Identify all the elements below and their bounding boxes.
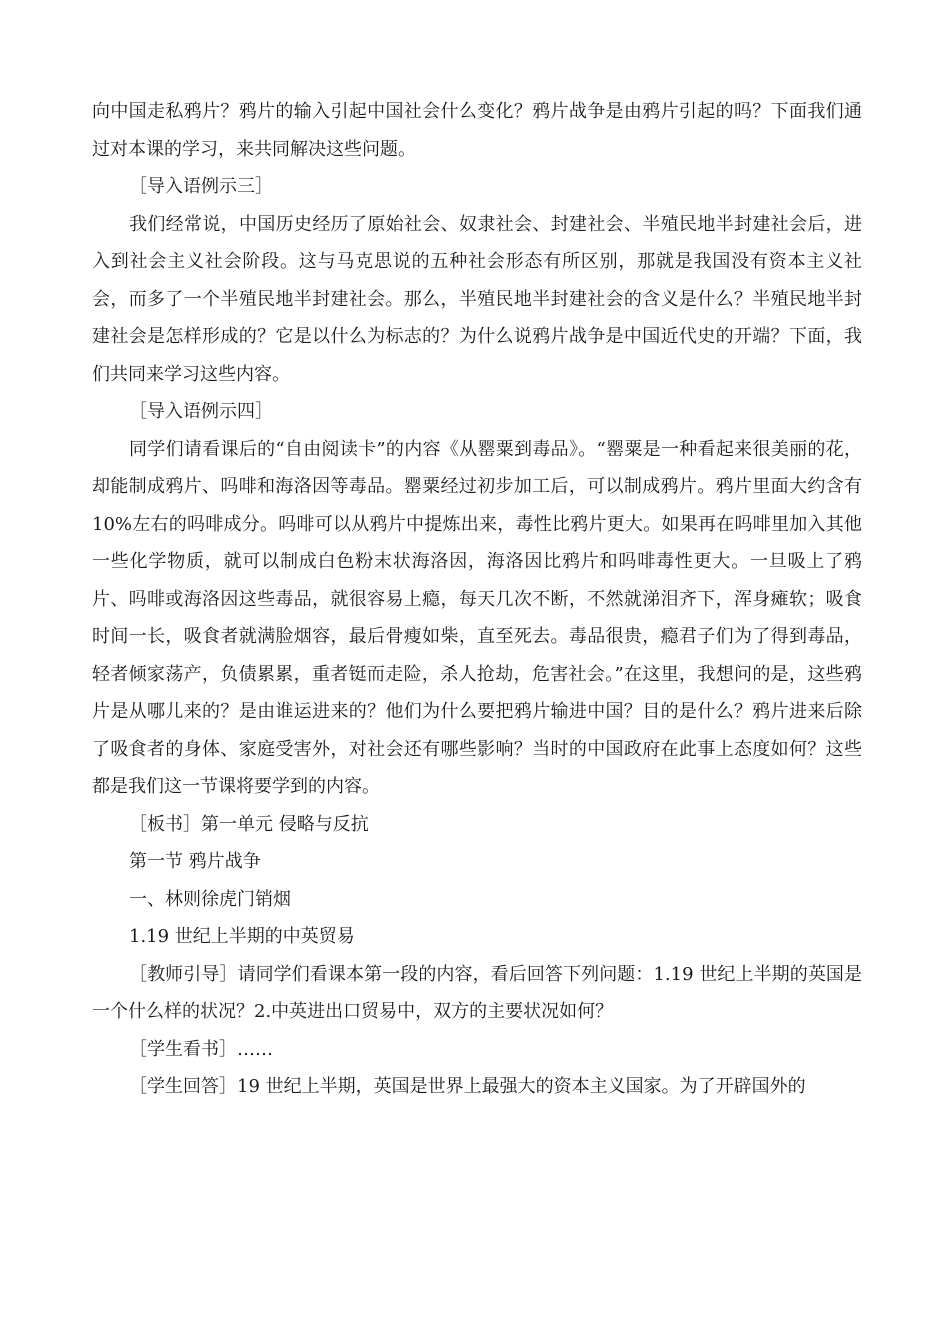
paragraph-teacher-guide: ［教师引导］请同学们看课本第一段的内容，看后回答下列问题：1.19 世纪上半期的英国是一个什么样的状况？2.中英进出口贸易中，双方的主要状况如何？ bbox=[92, 963, 862, 1022]
document-body bbox=[92, 93, 862, 1106]
subsection-title: 一、林则徐虎门销烟 bbox=[129, 888, 291, 910]
blackboard-unit-title: ［板书］第一单元 侵略与反抗 bbox=[129, 813, 369, 835]
subsection-item-title: 1.19 世纪上半期的中英贸易 bbox=[129, 926, 355, 947]
heading-intro-example-4: ［导入语例示四］ bbox=[129, 401, 273, 422]
paragraph-intro-3: 我们经常说，中国历史经历了原始社会、奴隶社会、封建社会、半殖民地半封建社会后，进入到社会主义社会阶段。这与马克思说的五种社会形态有所区别，那就是我国没有资本主义社会，而多了一个半殖民地半封建社会。那么，半殖民地半封建社会的含义是什么？半殖民地半封建社会是怎样形成的？它是以什么为标志的？为什么说鸦片战争是中国近代史的开端？下面，我们共同来学习这些内容。 bbox=[92, 213, 862, 385]
paragraph-student-reading: ［学生看书］…… bbox=[129, 1038, 273, 1060]
paragraph-student-answer: ［学生回答］19 世纪上半期，英国是世界上最强大的资本主义国家。为了开辟国外的 bbox=[129, 1076, 806, 1097]
paragraph-intro-4: 同学们请看课后的“自由阅读卡”的内容《从罂粟到毒品》。“罂粟是一种看起来很美丽的花，却能制成鸦片、吗啡和海洛因等毒品。罂粟经过初步加工后，可以制成鸦片。鸦片里面大约含有 10%左右的吗啡成分。吗啡可以从鸦片中提炼出来，毒性比鸦片更大。如果再在吗啡里加入其他一些化学物质，就可以制成白色粉末状海洛因，海洛因比鸦片和吗啡毒性更大。一旦吸上了鸦片、吗啡或海洛因这些毒品，就很容易上瘾，每天几次不断，不然就涕泪齐下，浑身瘫软；吸食时间一长，吸食者就满脸烟容，最后骨瘦如柴，直至死去。毒品很贵，瘾君子们为了得到毒品，轻者倾家荡产，负债累累，重者铤而走险，杀人抢劫，危害社会。”在这里，我想问的是，这些鸦片是从哪儿来的？是由谁运进来的？他们为什么要把鸦片输进中国？目的是什么？鸦片进来后除了吸食者的身体、家庭受害外，对社会还有哪些影响？当时的中国政府在此事上态度如何？这些都是我们这一节课将要学到的内容。 bbox=[92, 438, 862, 797]
paragraph-continuation: 向中国走私鸦片？鸦片的输入引起中国社会什么变化？鸦片战争是由鸦片引起的吗？下面我们通过对本课的学习，来共同解决这些问题。 bbox=[92, 101, 862, 160]
section-title: 第一节 鸦片战争 bbox=[129, 851, 261, 872]
heading-intro-example-3: ［导入语例示三］ bbox=[129, 176, 273, 197]
